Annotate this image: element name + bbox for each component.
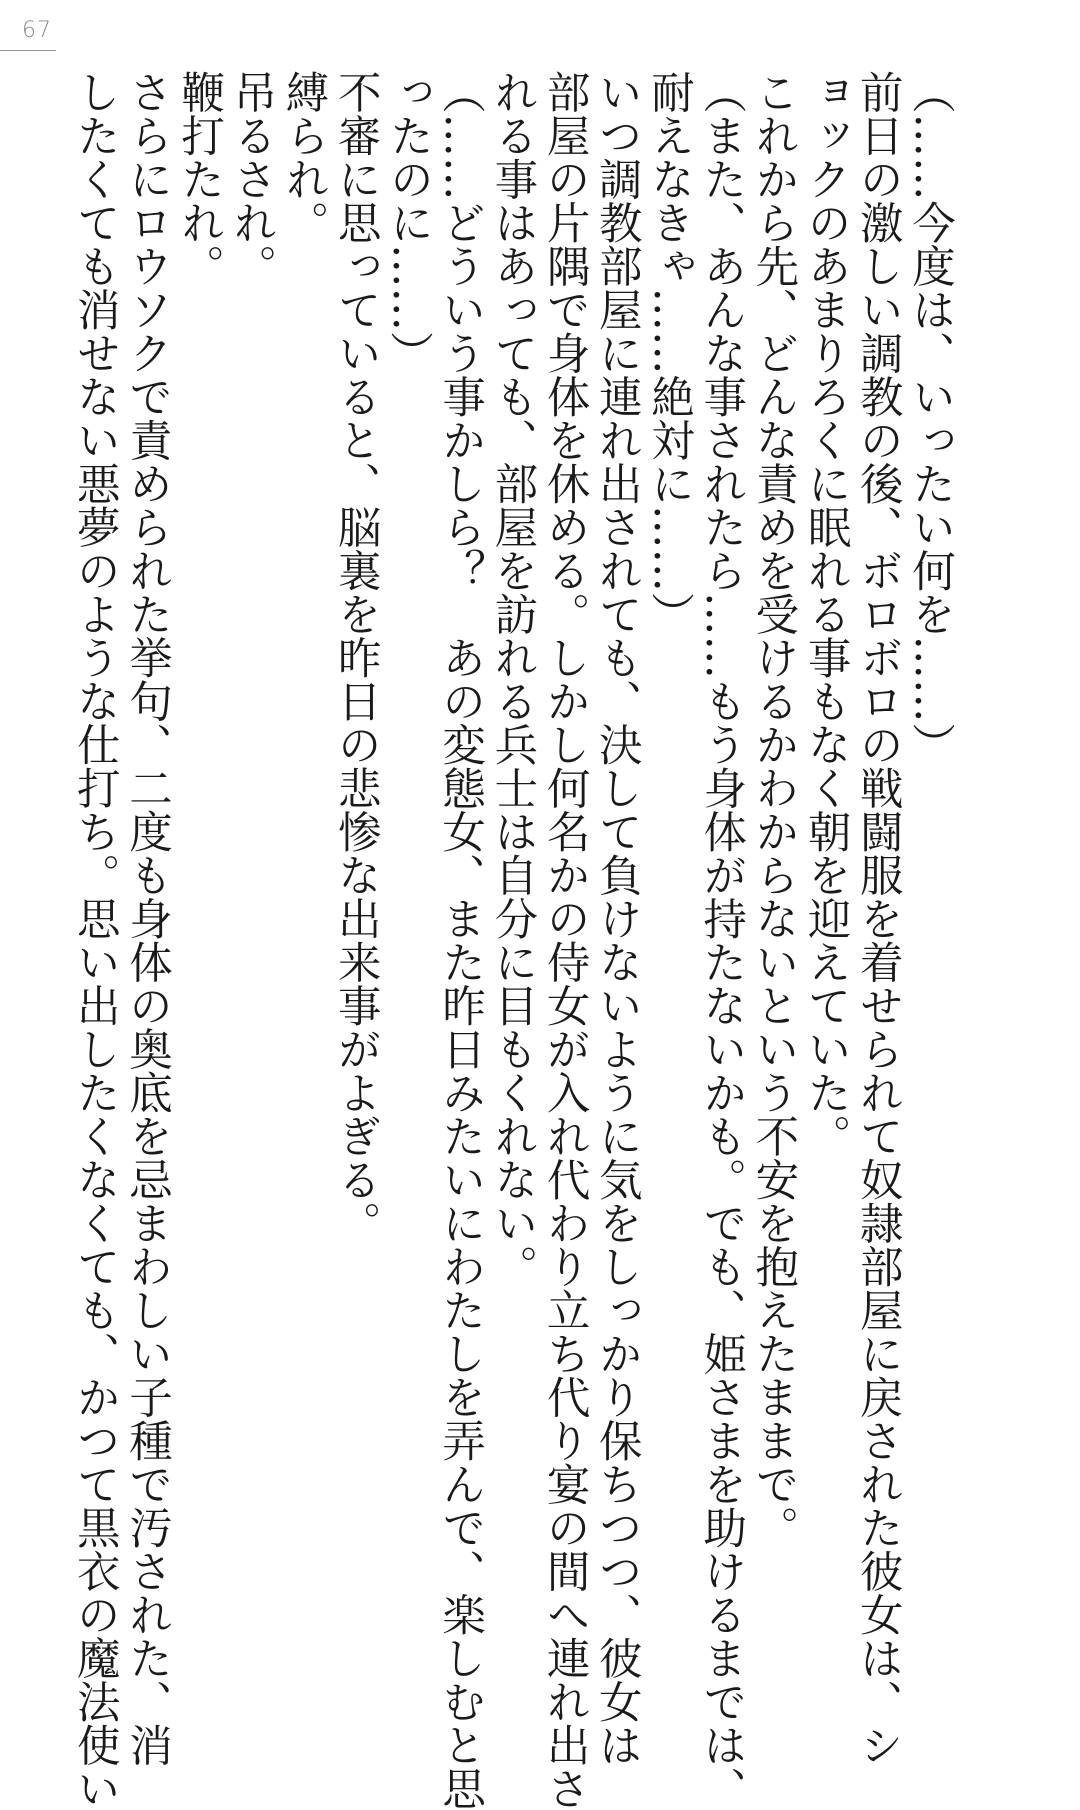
- text-column: 部屋の片隅で身体を休める。しかし何名かの侍女が入れ代わり立ち代り宴の間へ連れ出さ: [539, 70, 590, 1810]
- vertical-text-body: [69, 70, 956, 1810]
- text-column: （……どういう事かしら？ あの変態女、また昨日みたいにわたしを弄んで、楽しむと思: [435, 70, 486, 1810]
- page-number: 67: [22, 18, 52, 43]
- text-column: れる事はあっても、部屋を訪れる兵士は自分に目もくれない。: [487, 70, 538, 1288]
- text-column: これから先、どんな責めを受けるかわからないという不安を抱えたままで。: [748, 70, 799, 1549]
- text-column: 前日の激しい調教の後、ボロボロの戦闘服を着せられて奴隷部屋に戻された彼女は、シ: [852, 70, 903, 1767]
- text-column: （また、あんな事されたら……もう身体が持たないかも。でも、姫さまを助けるまでは、: [696, 70, 747, 1810]
- text-column: したくても消せない悪夢のような仕打ち。思い出したくなくても、かつて黒衣の魔法使い: [69, 70, 120, 1810]
- text-column: 不審に思っていると、脳裏を昨日の悲惨な出来事がよぎる。: [330, 70, 381, 1245]
- text-column: 鞭打たれ。: [174, 70, 225, 288]
- page-number-rule: [0, 50, 56, 51]
- text-column: ョックのあまりろくに眠れる事もなく朝を迎えていた。: [800, 70, 851, 1158]
- text-column: 耐えなきゃ……絶対に……）: [643, 70, 694, 636]
- text-column: いつ調教部屋に連れ出されても、決して負けないように気をしっかり保ちつつ、彼女は: [591, 70, 642, 1767]
- text-column: 縛られ。: [278, 70, 329, 244]
- text-column: （……今度は、いったい何を……）: [905, 70, 955, 766]
- text-column: 吊るされ。: [226, 70, 277, 288]
- text-column: さらにロウソクで責められた挙句、二度も身体の奥底を忌まわしい子種で汚された、消: [121, 70, 172, 1767]
- text-column: ったのに……）: [382, 70, 433, 375]
